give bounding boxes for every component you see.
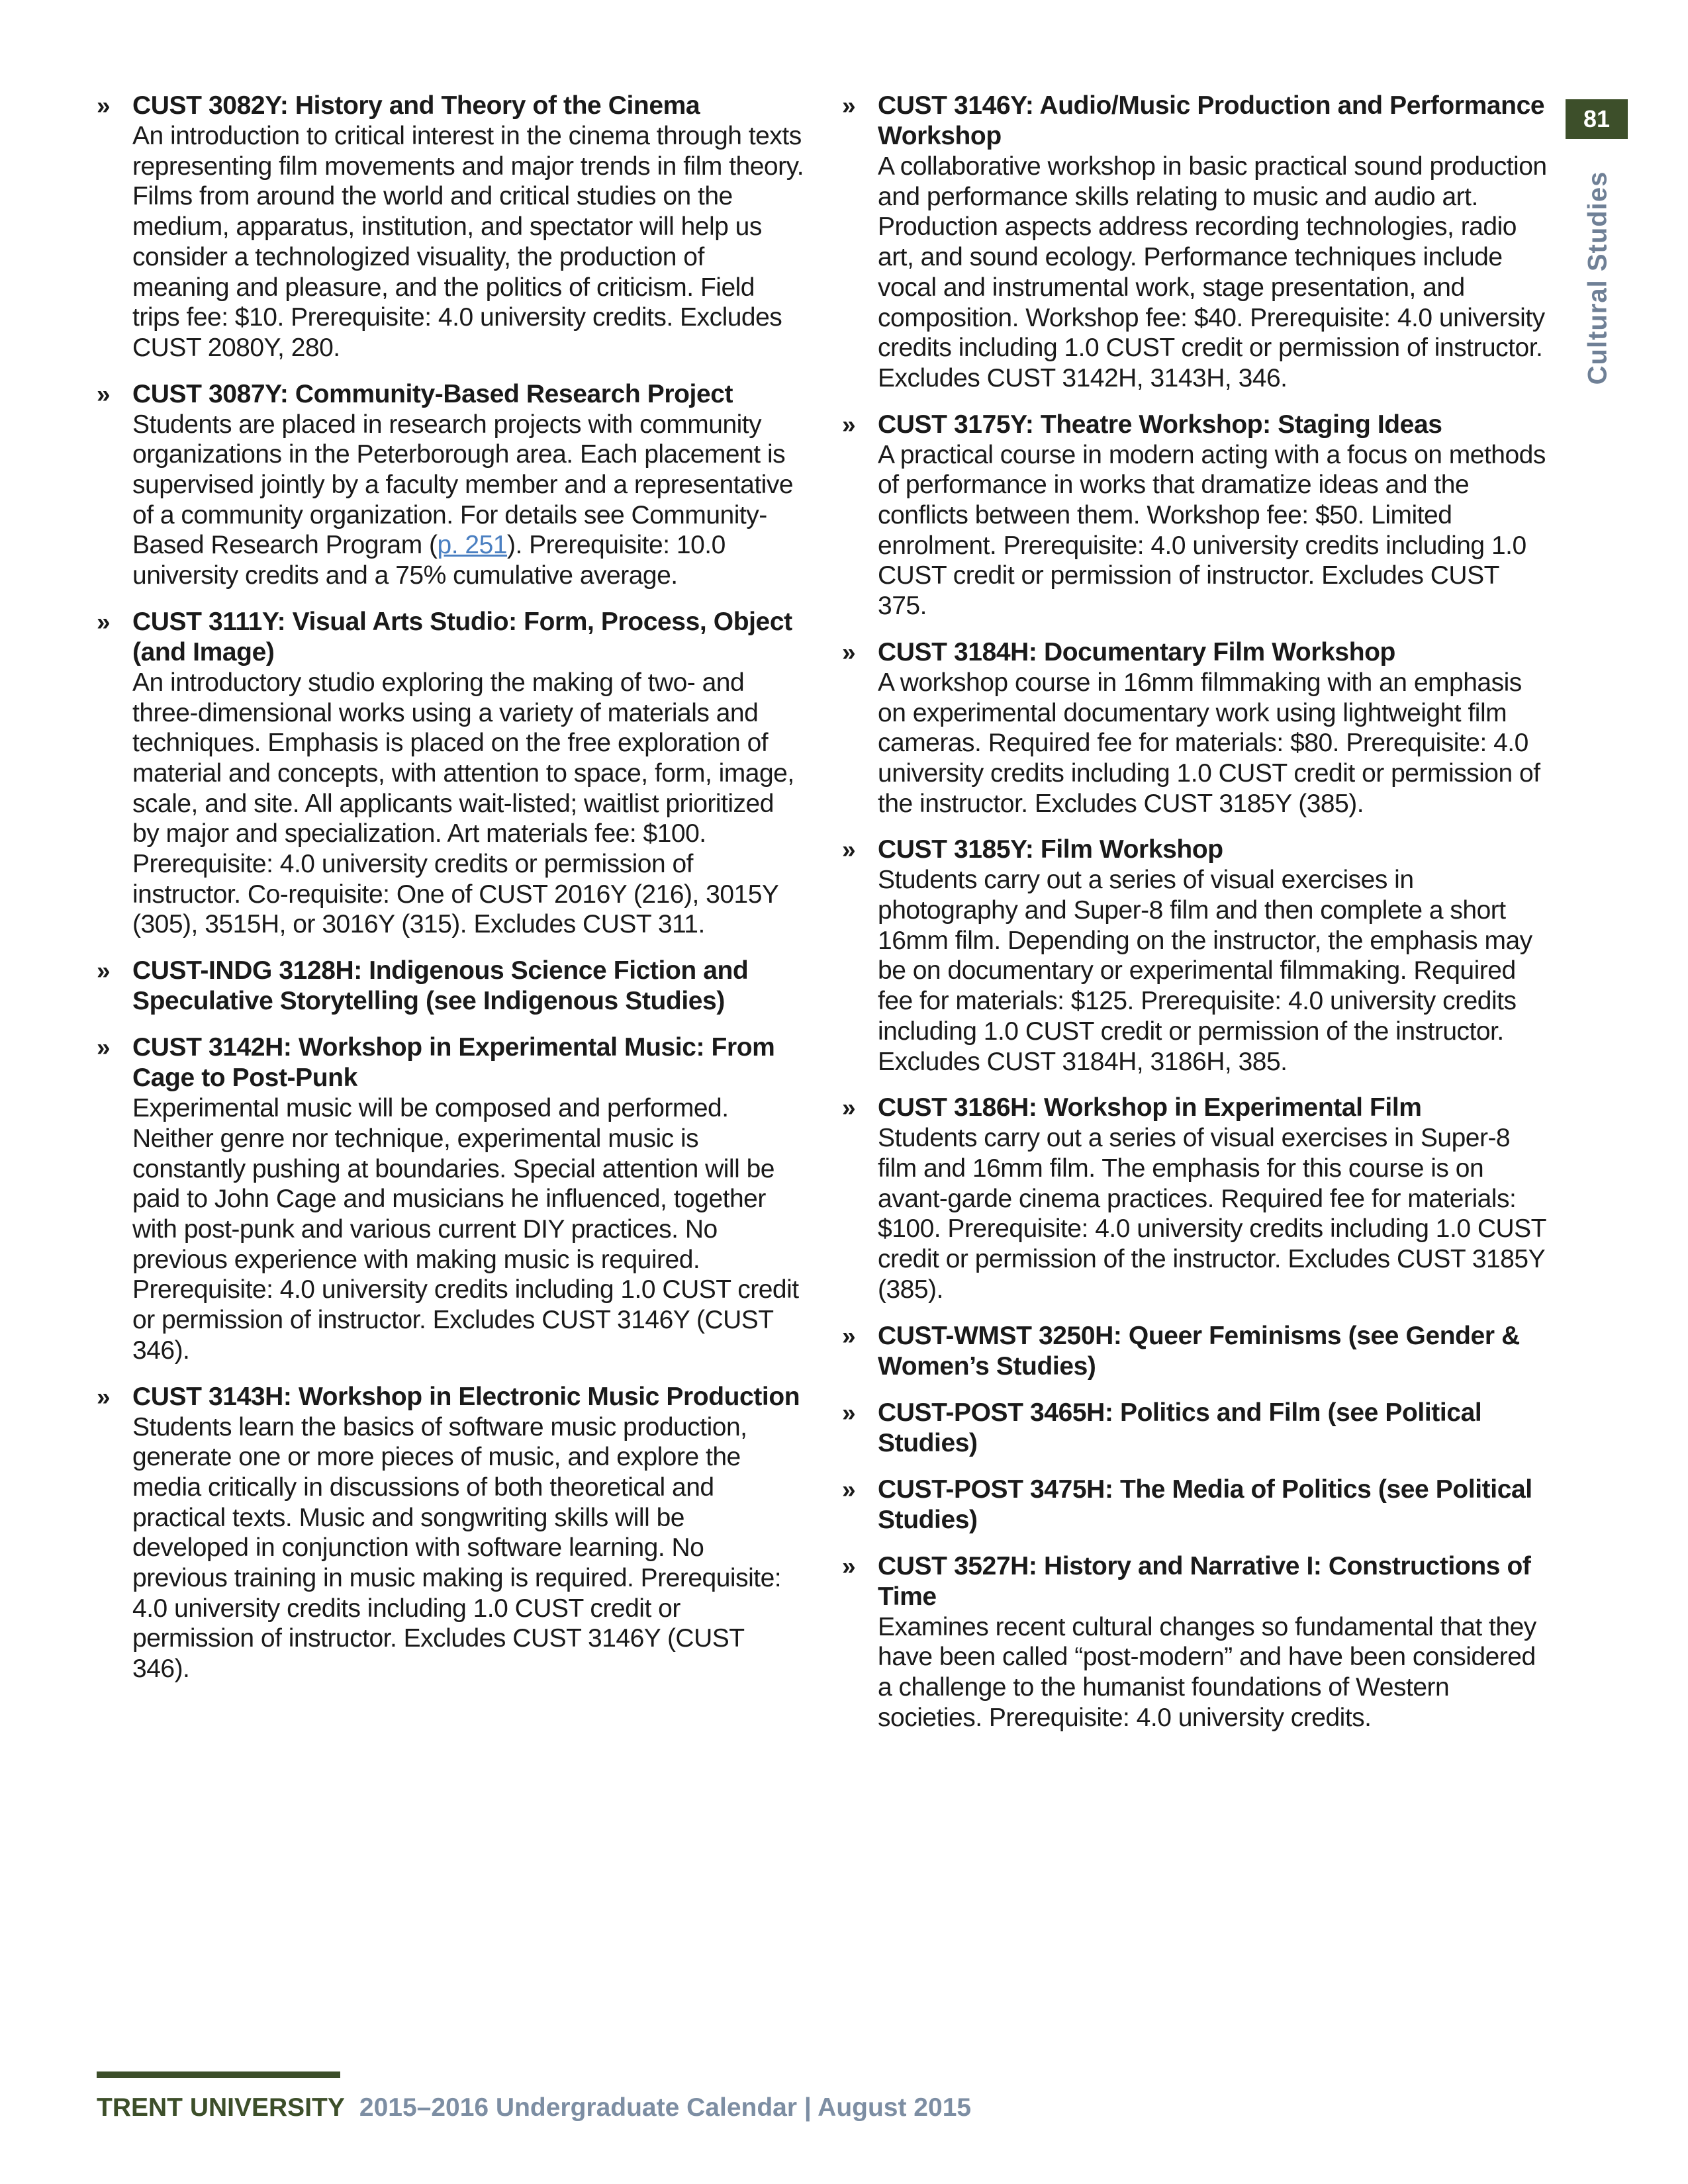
course-title: CUST 3185Y: Film Workshop — [878, 835, 1223, 864]
course-entry — [842, 410, 1550, 621]
bullet-icon: » — [842, 410, 856, 438]
course-title: CUST-WMST 3250H: Queer Feminisms (see Gender & Women’s Studies) — [878, 1321, 1520, 1381]
bullet-icon: » — [842, 1094, 856, 1122]
course-title: CUST 3082Y: History and Theory of the Cinema — [132, 91, 700, 120]
course-description: A practical course in modern acting with a focus on methods of performance in works that dramatize ideas and the conflicts between them. Workshop fee: $50. Limited enrolment. Prerequisite: 4.0 university credits including 1.0 CUST credit or permission of instructor. Excludes CUST 375. — [878, 440, 1546, 621]
course-title: CUST 3175Y: Theatre Workshop: Staging Ideas — [878, 410, 1442, 439]
bullet-icon: » — [842, 836, 856, 864]
footer — [97, 2093, 971, 2122]
course-entry — [842, 637, 1550, 819]
left-column — [97, 91, 805, 1700]
course-description: An introduction to critical interest in the cinema through texts representing film movements and major trends in film theory. Films from around the world and critical studies on the medium, apparatus, institution, and spectator will help us consider a technologized visuality, the production of meaning and pleasure, and the politics of criticism. Field trips fee: $10. Prerequisite: 4.0 university credits. Excludes CUST 2080Y, 280. — [132, 122, 804, 362]
course-title: CUST 3143H: Workshop in Electronic Music Production — [132, 1382, 800, 1411]
bullet-icon: » — [842, 1552, 856, 1580]
course-title: CUST-POST 3475H: The Media of Politics (see Political Studies) — [878, 1475, 1532, 1534]
footer-calendar: 2015–2016 Undergraduate Calendar | August 2015 — [359, 2093, 972, 2122]
footer-rule — [97, 2071, 340, 2078]
course-title: CUST-INDG 3128H: Indigenous Science Fiction and Speculative Storytelling (see Indigenous Studies) — [132, 956, 749, 1016]
course-description: Students carry out a series of visual exercises in photography and Super-8 film and then complete a short 16mm film. Depending on the instructor, the emphasis may be on documentary or experimental filmmaking. Required fee for materials: $125. Prerequisite: 4.0 university credits including 1.0 CUST credit or permission of the instructor. Excludes CUST 3184H, 3186H, 385. — [878, 866, 1532, 1076]
course-description: A workshop course in 16mm filmmaking with an emphasis on experimental documentary work using lightweight film cameras. Required fee for materials: $80. Prerequisite: 4.0 university credits including 1.0 CUST credit or permission of the instructor. Excludes CUST 3185Y (385). — [878, 668, 1540, 818]
course-entry — [97, 956, 805, 1017]
bullet-icon: » — [97, 957, 111, 985]
course-description: Students learn the basics of software music production, generate one or more pieces of music, and explore the media critically in discussions of both theoretical and practical texts. Music and songwriting skills will be developed in conjunction with software learning. No previous training in music making is required. Prerequisite: 4.0 university credits including 1.0 CUST credit or permission of instructor. Excludes CUST 3146Y (CUST 346). — [132, 1412, 782, 1684]
bullet-icon: » — [842, 1398, 856, 1426]
page-number: 81 — [1566, 99, 1628, 139]
bullet-icon: » — [97, 92, 111, 119]
course-entry — [97, 1382, 805, 1684]
bullet-icon: » — [97, 1383, 111, 1410]
section-label: Cultural Studies — [1583, 171, 1613, 385]
course-entry — [842, 1475, 1550, 1535]
course-entry — [97, 607, 805, 940]
right-column — [842, 91, 1550, 1749]
course-description — [132, 410, 805, 591]
course-entry — [97, 91, 805, 363]
course-title: CUST 3186H: Workshop in Experimental Film — [878, 1093, 1422, 1122]
bullet-icon: » — [842, 92, 856, 119]
course-description: Experimental music will be composed and performed. Neither genre nor technique, experimental music is constantly pushing at boundaries. Special attention will be paid to John Cage and musicians he influenced, together with post-punk and various current DIY practices. No previous experience with making music is required. Prerequisite: 4.0 university credits including 1.0 CUST credit or permission of instructor. Excludes CUST 3146Y (CUST 346). — [132, 1094, 799, 1365]
course-entry — [842, 1093, 1550, 1304]
course-description: An introductory studio exploring the making of two- and three-dimensional works using a variety of materials and techniques. Emphasis is placed on the free exploration of material and concepts, with attention to space, form, image, scale, and site. All applicants wait-listed; waitlist prioritized by major and specialization. Art materials fee: $100. Prerequisite: 4.0 university credits or permission of instructor. Co-requisite: One of CUST 2016Y (216), 3015Y (305), 3515H, or 3016Y (315). Excludes CUST 311. — [132, 668, 794, 939]
course-description: Students carry out a series of visual exercises in Super-8 film and 16mm film. The emphasis for this course is on avant-garde cinema practices. Required fee for materials: $100. Prerequisite: 4.0 university credits including 1.0 CUST credit or permission of the instructor. Excludes CUST 3185Y (385). — [878, 1124, 1546, 1304]
course-entry — [97, 1032, 805, 1365]
description-text: Students are placed in research projects with community organizations in the Peterborough area. Each placement is supervised jointly by a faculty member and a representative of a community organization. For details see Community-Based Research Program ( — [132, 410, 794, 560]
course-entry — [842, 1551, 1550, 1733]
bullet-icon: » — [97, 1034, 111, 1062]
description-text: ). Prerequisite: 10.0 university credits and a 75% cumulative average. — [132, 531, 726, 590]
course-entry — [842, 1398, 1550, 1459]
bullet-icon: » — [842, 638, 856, 666]
course-title: CUST 3527H: History and Narrative I: Constructions of Time — [878, 1551, 1531, 1611]
course-title: CUST 3142H: Workshop in Experimental Music: From Cage to Post-Punk — [132, 1033, 775, 1093]
course-description: A collaborative workshop in basic practical sound production and performance skills relating to music and audio art. Production aspects address recording technologies, radio art, and sound ecology. Performance techniques include vocal and instrumental work, stage presentation, and composition. Workshop fee: $40. Prerequisite: 4.0 university credits including 1.0 CUST credit or permission of instructor. Excludes CUST 3142H, 3143H, 346. — [878, 152, 1547, 392]
course-title: CUST 3087Y: Community-Based Research Project — [132, 379, 733, 408]
course-description: Examines recent cultural changes so fundamental that they have been called “post-modern” and have been considered a challenge to the humanist foundations of Western societies. Prerequisite: 4.0 university credits. — [878, 1612, 1536, 1732]
course-title: CUST-POST 3465H: Politics and Film (see Political Studies) — [878, 1398, 1482, 1457]
footer-university: TRENT UNIVERSITY — [97, 2093, 345, 2122]
bullet-icon: » — [842, 1322, 856, 1349]
page-reference-link[interactable]: p. 251 — [437, 531, 507, 560]
course-title: CUST 3184H: Documentary Film Workshop — [878, 637, 1395, 666]
bullet-icon: » — [97, 380, 111, 408]
bullet-icon: » — [97, 608, 111, 635]
bullet-icon: » — [842, 1475, 856, 1503]
course-entry — [842, 1321, 1550, 1382]
course-entry — [842, 91, 1550, 394]
course-title: CUST 3111Y: Visual Arts Studio: Form, Process, Object (and Image) — [132, 607, 792, 666]
course-title: CUST 3146Y: Audio/Music Production and Performance Workshop — [878, 91, 1545, 150]
course-entry — [97, 379, 805, 591]
course-entry — [842, 835, 1550, 1077]
